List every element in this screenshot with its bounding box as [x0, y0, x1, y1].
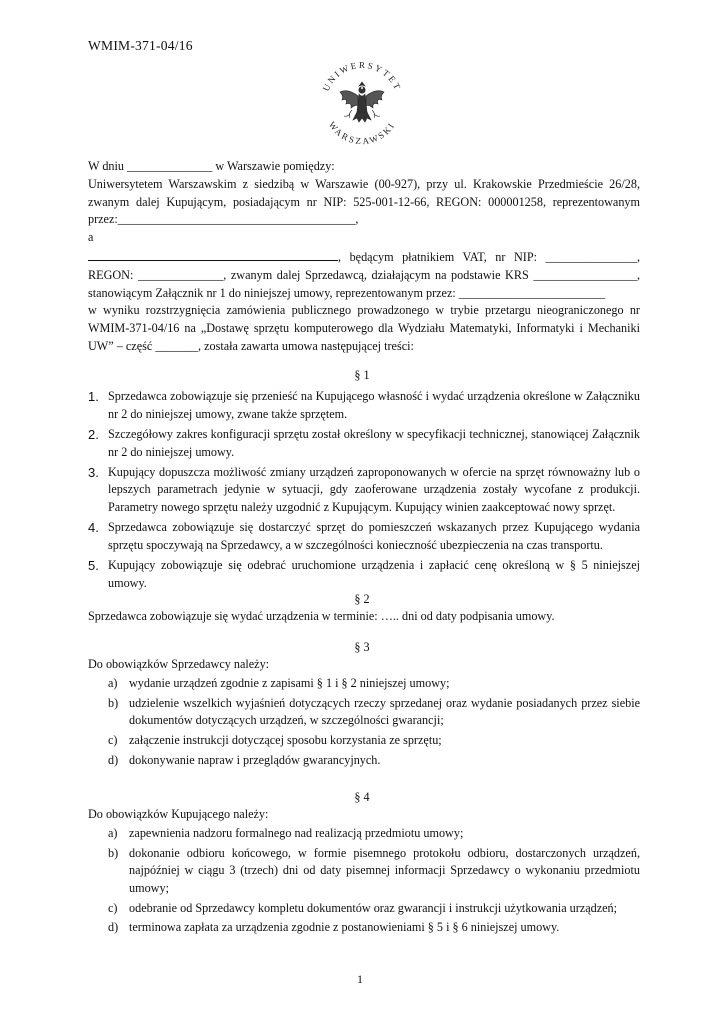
- list-item: c) odebranie od Sprzedawcy kompletu dokumentów oraz gwarancji i instrukcji użytkowania urządzeń;: [108, 900, 618, 915]
- list-item: c) załączenie instrukcji dotyczącej sposobu korzystania ze sprzętu;: [108, 732, 442, 747]
- section-2-title: § 2: [354, 592, 370, 606]
- conjunction: a: [88, 230, 94, 245]
- section-2-text: Sprzedawca zobowiązuje się wydać urządzenia w terminie: ….. dni od daty podpisania umowy.: [88, 609, 555, 623]
- intro-date-line: W dniu ______________ w Warszawie pomiędzy:: [88, 159, 335, 173]
- list-item: 5. Kupujący zobowiązuje się odebrać uruchomione urządzenia i zapłacić cenę określoną w § 5 niniejszej umowy.: [88, 557, 640, 590]
- list-item: d) dokonywanie napraw i przeglądów gwarancyjnych.: [108, 752, 381, 767]
- list-item: a) zapewnienia nadzoru formalnego nad realizacją przedmiotu umowy;: [108, 826, 464, 840]
- seller-name-blank: [88, 247, 338, 261]
- section-1-title: § 1: [354, 368, 370, 382]
- section-1-list: [88, 388, 640, 595]
- tender-reference: w wyniku rozstrzygnięcia zamówienia publicznego prowadzonego w trybie przetargu nieograniczonego nr WMIM-371-04/16 na „Dostawę sprzętu komputerowego dla Wydziału Matematyki, Informatyki i Mechaniki UW” – część _______, została zawarta umowa następującej treści:: [88, 303, 640, 353]
- section-3-lead: Do obowiązków Sprzedawcy należy:: [88, 657, 270, 671]
- list-item: 4. Sprzedawca zobowiązuje się dostarczyć sprzęt do pomieszczeń wskazanych przez Kupującego wydania sprzętu spoczywają na Sprzedawcy, a w szczególności konieczność ubezpieczenia na czas transportu.: [88, 520, 640, 552]
- page-number: 1: [357, 972, 363, 986]
- list-item: b) dokonanie odbioru końcowego, w formie pisemnego protokołu odbioru, dostarczonych urządzeń, najpóźniej w ciągu 3 (trzech) dni od daty pisemnej informacji Sprzedawcy o wykonaniu przedmiotu umowy;: [108, 845, 640, 896]
- list-item: 3. Kupujący dopuszcza możliwość zmiany urządzeń zaproponowanych w ofercie na sprzęt równoważny lub o lepszych parametrach jedynie w sytuacji, gdy zaoferowane urządzenia zostały wycofane z produkcji. Parametry nowego sprzętu należy uzgodnić z Kupującym. Kupujący winien zaakceptować nowy sprzęt.: [88, 464, 640, 515]
- buyer-party: Uniwersytetem Warszawskim z siedzibą w Warszawie (00-927), przy ul. Krakowskie Przedmieście 26/28, zwanym dalej Kupującym, posiadającym nr NIP: 525-001-12-66, REGON: 000001258, reprezentowanym przez:_______________________________________,: [88, 176, 640, 227]
- list-item: 2. Szczegółowy zakres konfiguracji sprzętu został określony w specyfikacji technicznej, stanowiącej Załącznik nr 2 do niniejszej umowy.: [88, 426, 640, 459]
- section-4-list: [108, 825, 640, 939]
- list-item: 1. Sprzedawca zobowiązuje się przenieść na Kupującego własność i wydać urządzenia określone w Załączniku nr 2 do niniejszej umowy, zwane także sprzętem.: [88, 389, 640, 421]
- section-3-title: § 3: [354, 640, 370, 654]
- list-item: d) terminowa zapłata za urządzenia zgodnie z postanowieniami § 5 i § 6 niniejszej umowy.: [108, 920, 560, 935]
- svg-text:WARSZAWSKI: [327, 120, 397, 147]
- section-4-title: § 4: [354, 790, 370, 804]
- crest-top-text: UNIWERSYTET: [320, 59, 404, 93]
- seller-party: [88, 247, 640, 302]
- document-id: WMIM-371-04/16: [88, 38, 193, 53]
- university-crest-logo: [312, 52, 412, 152]
- crest-bottom-text: WARSZAWSKI: [326, 119, 398, 147]
- section-3-list: [108, 675, 640, 771]
- list-item: b) udzielenie wszelkich wyjaśnień dotyczących rzeczy sprzedanej oraz wydanie posiadanych przez siebie dokumentów dotyczących urządzeń, w szczególności gwarancji;: [108, 695, 640, 728]
- list-item: a) wydanie urządzeń zgodnie z zapisami § 1 i § 2 niniejszej umowy;: [108, 676, 450, 690]
- seller-party-text: , będącym płatnikiem VAT, nr NIP: _______________, REGON: ______________, zwanym dalej Sprzedawcą, działającym na podstawie KRS _________________, stanowiącym Załącznik nr 1 do niniejszej umowy, reprezentowanym przez: ________________________: [88, 249, 640, 300]
- section-4-lead: Do obowiązków Kupującego należy:: [88, 807, 269, 821]
- contract-intro: [88, 158, 640, 356]
